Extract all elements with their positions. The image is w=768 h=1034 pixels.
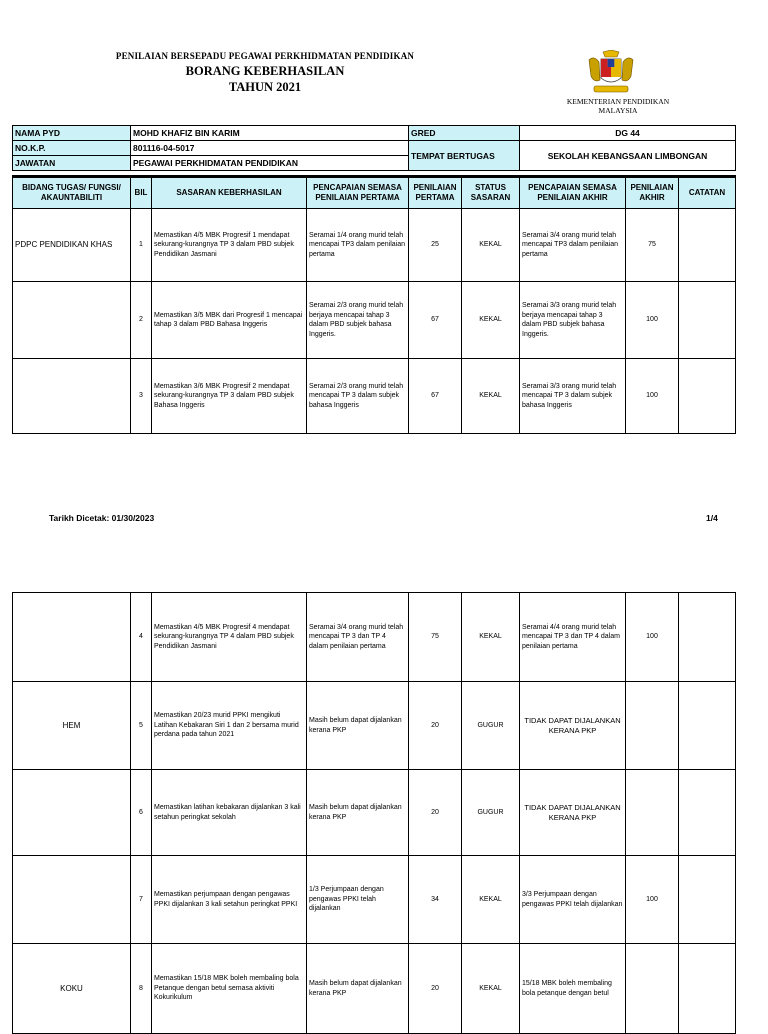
col-header-achievement-final: PENCAPAIAN SEMASA PENILAIAN AKHIR [520,177,626,209]
col-header-notes: CATATAN [679,177,736,209]
col-header-score-first: PENILAIAN PERTAMA [409,177,462,209]
nokp-value: 801116-04-5017 [131,141,409,156]
target-cell: Memastikan 3/6 MBK Progresif 2 mendapat sekurang-kurangnya TP 3 dalam PBD subjek Bahasa Inggeris [152,359,307,434]
ministry-line1: KEMENTERIAN PENDIDIKAN [566,97,670,106]
nama-value: MOHD KHAFIZ BIN KARIM [131,126,409,141]
achievement-final-cell: Seramai 3/4 orang murid telah mencapai TP3 dalam penilaian pertama [520,209,626,282]
col-header-bil: BIL [131,177,152,209]
achievement-final-cell: Seramai 4/4 orang murid telah mencapai TP 3 dan TP 4 dalam penilaian pertama [520,593,626,682]
score-first-cell: 75 [409,593,462,682]
table-row [13,856,736,944]
score-final-cell: 100 [626,593,679,682]
achievement-first-cell: Masih belum dapat dijalankan kerana PKP [307,682,409,770]
area-cell: HEM [13,682,131,770]
bil-cell: 3 [131,359,152,434]
score-first-cell: 20 [409,682,462,770]
bil-cell: 7 [131,856,152,944]
achievement-first-cell: Masih belum dapat dijalankan kerana PKP [307,770,409,856]
status-cell: GUGUR [462,770,520,856]
performance-table-page1 [12,175,736,434]
table-row [13,944,736,1034]
target-cell: Memastikan 4/5 MBK Progresif 4 mendapat sekurang-kurangnya TP 4 dalam PBD subjek Pendidikan Jasmani [152,593,307,682]
form-header-line1: PENILAIAN BERSEPADU PEGAWAI PERKHIDMATAN PENDIDIKAN [115,51,415,61]
tempat-label: TEMPAT BERTUGAS [409,141,520,171]
status-cell: KEKAL [462,359,520,434]
achievement-final-cell: TIDAK DAPAT DIJALANKAN KERANA PKP [520,682,626,770]
achievement-first-cell: Masih belum dapat dijalankan kerana PKP [307,944,409,1034]
employee-info-table [12,125,736,171]
status-cell: KEKAL [462,282,520,359]
score-final-cell [626,944,679,1034]
target-cell: Memastikan 3/5 MBK dari Progresif 1 mencapai tahap 3 dalam PBD Bahasa Inggeris [152,282,307,359]
achievement-first-cell: 1/3 Perjumpaan dengan pengawas PPKI telah dijalankan [307,856,409,944]
area-cell [13,593,131,682]
area-cell: PDPC PENDIDIKAN KHAS [13,209,131,282]
score-final-cell: 75 [626,209,679,282]
status-cell: KEKAL [462,209,520,282]
score-first-cell: 20 [409,944,462,1034]
score-first-cell: 34 [409,856,462,944]
col-header-score-final: PENILAIAN AKHIR [626,177,679,209]
notes-cell [679,770,736,856]
nama-label: NAMA PYD [13,126,131,141]
tempat-value: SEKOLAH KEBANGSAAN LIMBONGAN [520,141,736,171]
ministry-name [548,97,688,115]
table-row [13,209,736,282]
achievement-first-cell: Seramai 3/4 orang murid telah mencapai TP 3 dan TP 4 dalam penilaian pertama [307,593,409,682]
achievement-final-cell: 15/18 MBK boleh membaling bola petanque dengan betul [520,944,626,1034]
jawatan-label: JAWATAN [13,156,131,171]
performance-table-page2 [12,592,736,1034]
area-cell [13,770,131,856]
score-first-cell: 20 [409,770,462,856]
score-final-cell [626,770,679,856]
notes-cell [679,944,736,1034]
achievement-first-cell: Seramai 2/3 orang murid telah mencapai TP 3 dalam subjek bahasa Inggeris [307,359,409,434]
achievement-final-cell: Seramai 3/3 orang murid telah mencapai TP 3 dalam subjek bahasa Inggeris [520,359,626,434]
jawatan-value: PEGAWAI PERKHIDMATAN PENDIDIKAN [131,156,409,171]
page-number: 1/4 [706,513,718,523]
score-final-cell: 100 [626,359,679,434]
target-cell: Memastikan latihan kebakaran dijalankan 3 kali setahun peringkat sekolah [152,770,307,856]
achievement-first-cell: Seramai 1/4 orang murid telah mencapai TP3 dalam penilaian pertama [307,209,409,282]
notes-cell [679,682,736,770]
achievement-final-cell: 3/3 Perjumpaan dengan pengawas PPKI telah dijalankan [520,856,626,944]
score-first-cell: 67 [409,282,462,359]
status-cell: KEKAL [462,856,520,944]
target-cell: Memastikan 4/5 MBK Progresif 1 mendapat sekurang-kurangnya TP 3 dalam PBD subjek Pendidikan Jasmani [152,209,307,282]
target-cell: Memastikan 20/23 murid PPKI mengikuti Latihan Kebakaran Siri 1 dan 2 bersama murid perdana pada tahun 2021 [152,682,307,770]
table-row [13,682,736,770]
notes-cell [679,209,736,282]
gred-value: DG 44 [520,126,736,141]
table-row [13,359,736,434]
col-header-area: BIDANG TUGAS/ FUNGSI/ AKAUNTABILITI [13,177,131,209]
form-title: BORANG KEBERHASILAN [185,64,345,78]
area-cell [13,359,131,434]
status-cell: KEKAL [462,593,520,682]
table-row [13,593,736,682]
score-final-cell: 100 [626,282,679,359]
table-header-row [13,177,736,209]
col-header-target: SASARAN KEBERHASILAN [152,177,307,209]
area-cell [13,856,131,944]
table-row [13,282,736,359]
achievement-final-cell: TIDAK DAPAT DIJALANKAN KERANA PKP [520,770,626,856]
col-header-achievement-first: PENCAPAIAN SEMASA PENILAIAN PERTAMA [307,177,409,209]
score-final-cell: 100 [626,856,679,944]
notes-cell [679,359,736,434]
table-row [13,770,736,856]
coat-of-arms-icon [586,50,636,96]
nokp-label: NO.K.P. [13,141,131,156]
bil-cell: 8 [131,944,152,1034]
col-header-status: STATUS SASARAN [462,177,520,209]
bil-cell: 6 [131,770,152,856]
gred-label: GRED [409,126,520,141]
notes-cell [679,593,736,682]
target-cell: Memastikan 15/18 MBK boleh membaling bola Petanque dengan betul semasa aktiviti Kokurikulum [152,944,307,1034]
bil-cell: 1 [131,209,152,282]
target-cell: Memastikan perjumpaan dengan pengawas PPKI dijalankan 3 kali setahun peringkat PPKI [152,856,307,944]
status-cell: GUGUR [462,682,520,770]
score-final-cell [626,682,679,770]
bil-cell: 2 [131,282,152,359]
area-cell [13,282,131,359]
score-first-cell: 67 [409,359,462,434]
bil-cell: 4 [131,593,152,682]
score-first-cell: 25 [409,209,462,282]
print-date: Tarikh Dicetak: 01/30/2023 [49,513,155,523]
form-year: TAHUN 2021 [228,80,302,94]
area-cell: KOKU [13,944,131,1034]
status-cell: KEKAL [462,944,520,1034]
achievement-final-cell: Seramai 3/3 orang murid telah berjaya mencapai tahap 3 dalam PBD subjek bahasa Inggeris. [520,282,626,359]
ministry-line2: MALAYSIA [598,106,638,115]
notes-cell [679,856,736,944]
bil-cell: 5 [131,682,152,770]
achievement-first-cell: Seramai 2/3 orang murid telah berjaya mencapai tahap 3 dalam PBD subjek bahasa Inggeris. [307,282,409,359]
notes-cell [679,282,736,359]
